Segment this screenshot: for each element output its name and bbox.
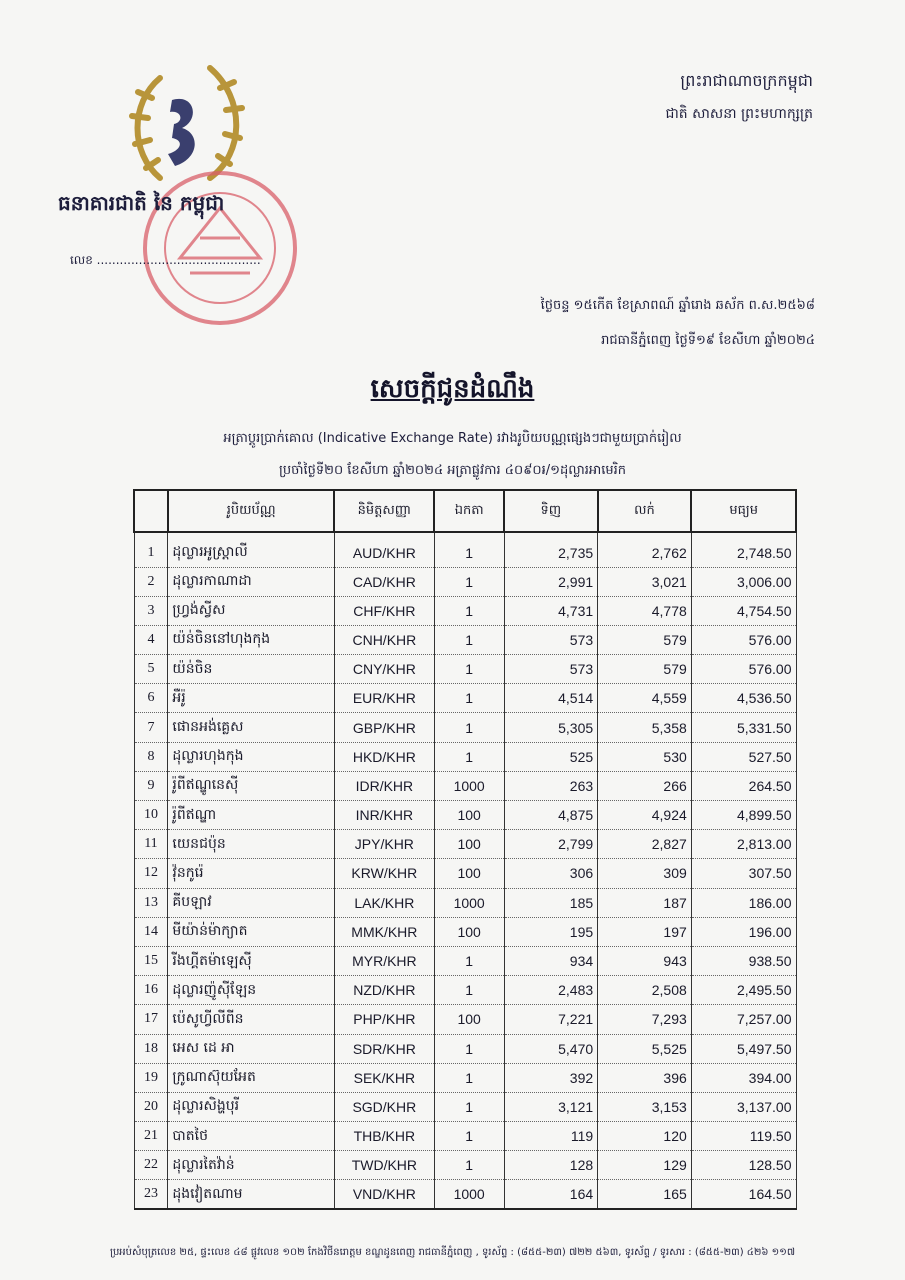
reference-number: លេខ ........................................... — [70, 253, 261, 267]
currency-name: ក្រូណាស៊ុយអែត — [168, 1063, 335, 1092]
bid-rate: 119 — [504, 1122, 598, 1151]
currency-unit: 100 — [434, 859, 504, 888]
currency-name: ផោនអង់គ្លេស — [168, 713, 335, 742]
bid-rate: 195 — [504, 917, 598, 946]
currency-unit: 1 — [434, 1092, 504, 1121]
table-row — [134, 567, 796, 596]
currency-name: អេស ដេ អា — [168, 1034, 335, 1063]
table-row — [134, 946, 796, 975]
header-unit: ឯកតា — [434, 490, 504, 532]
bid-rate: 2,991 — [504, 567, 598, 596]
table-row — [134, 532, 796, 567]
table-row — [134, 1180, 796, 1209]
row-number: 6 — [134, 684, 168, 713]
currency-name: ដុងវៀតណាម — [168, 1180, 335, 1209]
currency-symbol: CNH/KHR — [334, 625, 434, 654]
ask-rate: 2,762 — [598, 532, 692, 567]
average-rate: 2,495.50 — [691, 976, 796, 1005]
row-number: 3 — [134, 596, 168, 625]
lunar-date: ថ្ងៃចន្ទ ១៥កើត ខែស្រាពណ៍ ឆ្នាំរោង ឆស័ក ព.ស.២៥៦៨ — [540, 298, 815, 313]
national-motto: ជាតិ សាសនា ព្រះមហាក្សត្រ — [665, 106, 813, 122]
currency-symbol: LAK/KHR — [334, 888, 434, 917]
bid-rate: 525 — [504, 742, 598, 771]
currency-symbol: PHP/KHR — [334, 1005, 434, 1034]
bid-rate: 3,121 — [504, 1092, 598, 1121]
currency-name: រីងហ្គីតម៉ាឡេស៊ី — [168, 946, 335, 975]
currency-name: យ៉ន់ចិន — [168, 655, 335, 684]
row-number: 16 — [134, 976, 168, 1005]
ask-rate: 4,924 — [598, 801, 692, 830]
row-number: 22 — [134, 1151, 168, 1180]
table-row — [134, 917, 796, 946]
currency-symbol: MYR/KHR — [334, 946, 434, 975]
average-rate: 2,748.50 — [691, 532, 796, 567]
average-rate: 5,497.50 — [691, 1034, 796, 1063]
table-row — [134, 625, 796, 654]
ask-rate: 197 — [598, 917, 692, 946]
row-number: 2 — [134, 567, 168, 596]
currency-symbol: CAD/KHR — [334, 567, 434, 596]
table-row — [134, 771, 796, 800]
table-row — [134, 655, 796, 684]
currency-unit: 1 — [434, 596, 504, 625]
average-rate: 5,331.50 — [691, 713, 796, 742]
currency-symbol: INR/KHR — [334, 801, 434, 830]
table-row — [134, 684, 796, 713]
ask-rate: 3,153 — [598, 1092, 692, 1121]
currency-symbol: KRW/KHR — [334, 859, 434, 888]
currency-symbol: HKD/KHR — [334, 742, 434, 771]
table-row — [134, 742, 796, 771]
average-rate: 119.50 — [691, 1122, 796, 1151]
currency-unit: 1 — [434, 1063, 504, 1092]
average-rate: 186.00 — [691, 888, 796, 917]
subtitle-line-1: អត្រាប្តូរប្រាក់គោល (Indicative Exchange Rate) រវាងរូបិយបណ្ណផ្សេងៗជាមួយប្រាក់រៀល — [223, 431, 682, 446]
table-row — [134, 1122, 796, 1151]
average-rate: 307.50 — [691, 859, 796, 888]
document-title: សេចក្តីជូនដំណឹង — [370, 374, 535, 404]
table-row — [134, 1063, 796, 1092]
currency-unit: 100 — [434, 830, 504, 859]
currency-unit: 1 — [434, 976, 504, 1005]
ask-rate: 4,778 — [598, 596, 692, 625]
bid-rate: 2,735 — [504, 532, 598, 567]
bid-rate: 263 — [504, 771, 598, 800]
currency-unit: 100 — [434, 801, 504, 830]
currency-name: ដុល្លារតៃវ៉ាន់ — [168, 1151, 335, 1180]
bid-rate: 2,483 — [504, 976, 598, 1005]
average-rate: 938.50 — [691, 946, 796, 975]
currency-name: យ៉ន់ចិននៅហុងកុង — [168, 625, 335, 654]
bid-rate: 392 — [504, 1063, 598, 1092]
ask-rate: 165 — [598, 1180, 692, 1209]
exchange-rate-table — [133, 489, 797, 1210]
table-header-row — [134, 490, 796, 532]
table-row — [134, 713, 796, 742]
row-number: 23 — [134, 1180, 168, 1209]
solar-date: រាជធានីភ្នំពេញ ថ្ងៃទី១៩ ខែសីហា ឆ្នាំ២០២៤ — [601, 333, 815, 348]
currency-symbol: EUR/KHR — [334, 684, 434, 713]
ask-rate: 2,508 — [598, 976, 692, 1005]
average-rate: 4,754.50 — [691, 596, 796, 625]
bid-rate: 164 — [504, 1180, 598, 1209]
row-number: 19 — [134, 1063, 168, 1092]
average-rate: 576.00 — [691, 625, 796, 654]
currency-unit: 1000 — [434, 888, 504, 917]
ask-rate: 3,021 — [598, 567, 692, 596]
currency-name: យេនជប៉ុន — [168, 830, 335, 859]
currency-unit: 1 — [434, 625, 504, 654]
ask-rate: 7,293 — [598, 1005, 692, 1034]
average-rate: 196.00 — [691, 917, 796, 946]
table-row — [134, 596, 796, 625]
currency-symbol: MMK/KHR — [334, 917, 434, 946]
row-number: 10 — [134, 801, 168, 830]
currency-unit: 1 — [434, 1151, 504, 1180]
average-rate: 394.00 — [691, 1063, 796, 1092]
table-row — [134, 1005, 796, 1034]
table-row — [134, 976, 796, 1005]
ask-rate: 187 — [598, 888, 692, 917]
currency-name: ហ្វ្រង់ស្វីស — [168, 596, 335, 625]
table-body — [134, 532, 796, 1209]
ask-rate: 120 — [598, 1122, 692, 1151]
ask-rate: 396 — [598, 1063, 692, 1092]
average-rate: 128.50 — [691, 1151, 796, 1180]
currency-symbol: CNY/KHR — [334, 655, 434, 684]
header-ask: លក់ — [598, 490, 692, 532]
average-rate: 2,813.00 — [691, 830, 796, 859]
currency-name: ដុល្លារញ៉ូស៊ីឡែន — [168, 976, 335, 1005]
currency-unit: 1 — [434, 567, 504, 596]
row-number: 17 — [134, 1005, 168, 1034]
currency-name: ដុល្លារហុងកុង — [168, 742, 335, 771]
header-currency: រូបិយប័ណ្ណ — [168, 490, 335, 532]
currency-symbol: GBP/KHR — [334, 713, 434, 742]
bid-rate: 573 — [504, 625, 598, 654]
currency-name: ប៉េសូហ្វីលីពីន — [168, 1005, 335, 1034]
currency-name: រ៉ូពីឥណ្ឌា — [168, 801, 335, 830]
subtitle-line-2: ប្រចាំថ្ងៃទី២០ ខែសីហា ឆ្នាំ២០២៤ អត្រាផ្លូវការ ៤០៩០៛/១ដុល្លារអាមេរិក — [279, 463, 626, 478]
currency-name: គីបឡាវ — [168, 888, 335, 917]
table-row — [134, 888, 796, 917]
ask-rate: 129 — [598, 1151, 692, 1180]
bid-rate: 4,731 — [504, 596, 598, 625]
row-number: 18 — [134, 1034, 168, 1063]
average-rate: 3,137.00 — [691, 1092, 796, 1121]
bid-rate: 934 — [504, 946, 598, 975]
ask-rate: 266 — [598, 771, 692, 800]
bid-rate: 128 — [504, 1151, 598, 1180]
row-number: 12 — [134, 859, 168, 888]
bank-name: ធនាគារជាតិ នៃ កម្ពុជា — [58, 191, 225, 215]
row-number: 4 — [134, 625, 168, 654]
ask-rate: 943 — [598, 946, 692, 975]
row-number: 11 — [134, 830, 168, 859]
table-row — [134, 1151, 796, 1180]
currency-unit: 1 — [434, 742, 504, 771]
row-number: 14 — [134, 917, 168, 946]
bid-rate: 4,514 — [504, 684, 598, 713]
bid-rate: 5,305 — [504, 713, 598, 742]
bid-rate: 573 — [504, 655, 598, 684]
ask-rate: 5,525 — [598, 1034, 692, 1063]
currency-unit: 100 — [434, 1005, 504, 1034]
currency-symbol: SEK/KHR — [334, 1063, 434, 1092]
currency-symbol: AUD/KHR — [334, 532, 434, 567]
currency-name: បាតថៃ — [168, 1122, 335, 1151]
average-rate: 527.50 — [691, 742, 796, 771]
table-row — [134, 1034, 796, 1063]
bid-rate: 2,799 — [504, 830, 598, 859]
ask-rate: 5,358 — [598, 713, 692, 742]
currency-name: អឺរ៉ូ — [168, 684, 335, 713]
currency-unit: 1 — [434, 532, 504, 567]
average-rate: 7,257.00 — [691, 1005, 796, 1034]
header-bid: ទិញ — [504, 490, 598, 532]
currency-unit: 1 — [434, 946, 504, 975]
bid-rate: 4,875 — [504, 801, 598, 830]
bid-rate: 7,221 — [504, 1005, 598, 1034]
currency-symbol: TWD/KHR — [334, 1151, 434, 1180]
header-average: មធ្យម — [691, 490, 796, 532]
average-rate: 164.50 — [691, 1180, 796, 1209]
currency-unit: 100 — [434, 917, 504, 946]
row-number: 7 — [134, 713, 168, 742]
currency-name: ដុល្លារសិង្ហបុរី — [168, 1092, 335, 1121]
ask-rate: 579 — [598, 655, 692, 684]
currency-unit: 1 — [434, 655, 504, 684]
table-row — [134, 1092, 796, 1121]
row-number: 5 — [134, 655, 168, 684]
currency-symbol: THB/KHR — [334, 1122, 434, 1151]
row-number: 20 — [134, 1092, 168, 1121]
currency-unit: 1 — [434, 684, 504, 713]
ask-rate: 579 — [598, 625, 692, 654]
average-rate: 576.00 — [691, 655, 796, 684]
row-number: 21 — [134, 1122, 168, 1151]
table-row — [134, 830, 796, 859]
table-row — [134, 801, 796, 830]
currency-symbol: CHF/KHR — [334, 596, 434, 625]
currency-symbol: VND/KHR — [334, 1180, 434, 1209]
currency-name: ដុល្លារកាណាដា — [168, 567, 335, 596]
average-rate: 4,899.50 — [691, 801, 796, 830]
currency-unit: 1 — [434, 1122, 504, 1151]
header-symbol: និមិត្តសញ្ញា — [334, 490, 434, 532]
currency-unit: 1000 — [434, 1180, 504, 1209]
bid-rate: 185 — [504, 888, 598, 917]
table-row — [134, 859, 796, 888]
currency-name: ដុល្លារអូស្ត្រាលី — [168, 532, 335, 567]
ask-rate: 530 — [598, 742, 692, 771]
footer-address: ប្រអប់សំបុត្រលេខ ២៥, ផ្ទះលេខ ៤៨ ផ្លូវលេខ ១០២ កែងវិថីនរោត្តម ខណ្ឌដូនពេញ រាជធានីភ្នំពេញ , ទូរស័ព្ទ : (៨៥៥-២៣) ៧២២ ៥៦៣, ទូរស័ព្ទ / ទូរសារ : (៨៥៥-២៣) ៤២៦ ១១៧ — [109, 1247, 796, 1258]
average-rate: 3,006.00 — [691, 567, 796, 596]
row-number: 1 — [134, 532, 168, 567]
currency-unit: 1 — [434, 713, 504, 742]
currency-name: វ៉ុនកូរ៉េ — [168, 859, 335, 888]
currency-name: រ៉ូពីឥណ្ឌូនេស៊ី — [168, 771, 335, 800]
bid-rate: 5,470 — [504, 1034, 598, 1063]
ask-rate: 2,827 — [598, 830, 692, 859]
currency-symbol: SDR/KHR — [334, 1034, 434, 1063]
average-rate: 4,536.50 — [691, 684, 796, 713]
currency-name: មីយ៉ាន់ម៉ាក្យាត — [168, 917, 335, 946]
header-no — [134, 490, 168, 532]
row-number: 8 — [134, 742, 168, 771]
ask-rate: 309 — [598, 859, 692, 888]
currency-symbol: SGD/KHR — [334, 1092, 434, 1121]
currency-symbol: NZD/KHR — [334, 976, 434, 1005]
row-number: 15 — [134, 946, 168, 975]
currency-symbol: JPY/KHR — [334, 830, 434, 859]
row-number: 9 — [134, 771, 168, 800]
row-number: 13 — [134, 888, 168, 917]
average-rate: 264.50 — [691, 771, 796, 800]
bid-rate: 306 — [504, 859, 598, 888]
currency-symbol: IDR/KHR — [334, 771, 434, 800]
currency-unit: 1000 — [434, 771, 504, 800]
kingdom-heading: ព្រះរាជាណាចក្រកម្ពុជា — [680, 71, 813, 90]
currency-unit: 1 — [434, 1034, 504, 1063]
ask-rate: 4,559 — [598, 684, 692, 713]
